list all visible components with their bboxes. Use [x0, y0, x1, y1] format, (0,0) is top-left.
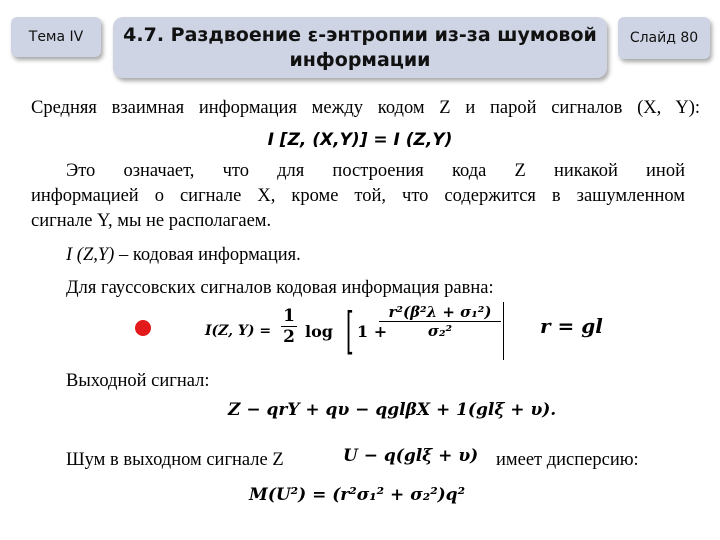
equation-code-information — [205, 303, 515, 363]
code-info-text: – кодовая информация. — [114, 245, 301, 265]
slide-title: 4.7. Раздвоение ε-энтропии из-за шумовой информации — [123, 23, 597, 71]
eq1-big-fraction — [379, 303, 501, 340]
text-line-5: сигнале Y, мы не располагаем. — [31, 211, 272, 231]
topic-label: Тема IV — [28, 29, 84, 45]
text-line-2-formula: I [Z, (X,Y)] = I (Z,Y) — [267, 130, 453, 150]
eq1-log: log — [305, 322, 333, 341]
red-bullet-icon — [135, 320, 151, 336]
eq1-half-fraction — [281, 306, 297, 347]
text-line-6 — [66, 244, 301, 266]
title-tab — [113, 17, 607, 78]
eq1-lhs: I(Z, Y) = — [205, 323, 272, 339]
eq1-one-plus: 1 + — [357, 322, 388, 341]
slide-number: Слайд 80 — [629, 30, 699, 46]
code-info-symbol: I (Z,Y) — [66, 245, 115, 265]
equation-output-signal: Z − qrY + qυ − qglβX + 1(glξ + υ). — [228, 400, 557, 420]
equation-r-gl: r = gl — [540, 314, 603, 338]
equation-noise: U − q(glξ + υ) — [343, 446, 479, 466]
text-line-1: Средняя взаимная информация между кодом Z и парой сигналов (X, Y): — [31, 98, 700, 118]
text-line-7: Для гауссовских сигналов кодовая информация равна: — [66, 278, 494, 298]
equation-variance: M(U²) = (r²σ₁² + σ₂²)q² — [249, 485, 466, 505]
eq1-right-bar — [501, 302, 504, 360]
eq1-big-den: σ₂² — [427, 322, 453, 340]
text-line-9: Шум в выходном сигнале Z — [66, 450, 284, 470]
eq1-half-num: 1 — [283, 306, 295, 326]
text-line-10: имеет дисперсию: — [496, 450, 639, 470]
text-line-4: информацией о сигнале X, кроме той, что содержится в зашумленном — [31, 186, 685, 206]
slide-number-tab — [618, 17, 710, 59]
eq1-left-bracket: [ — [345, 302, 354, 360]
text-line-3: Это означает, что для построения кода Z никакой иной — [66, 161, 685, 181]
topic-tab — [11, 17, 101, 57]
text-line-8: Выходной сигнал: — [66, 371, 210, 391]
eq1-half-den: 2 — [283, 327, 295, 347]
eq1-big-num: r²(β²λ + σ₁²) — [388, 303, 492, 321]
